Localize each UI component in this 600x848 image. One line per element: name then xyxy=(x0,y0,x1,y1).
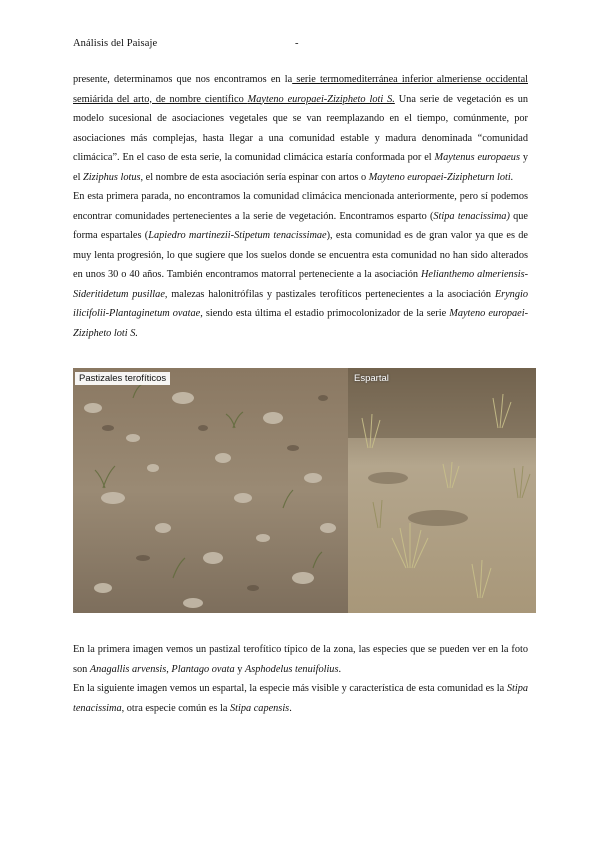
text-run: , siendo esta última el estadio primocolonizador de la serie xyxy=(200,308,450,319)
scientific-name: Lapiedro martinezii-Stipetum tenacissimae xyxy=(148,230,327,241)
photo-espartal xyxy=(348,368,536,613)
header-separator: - xyxy=(295,38,299,49)
text-run: y xyxy=(234,663,245,675)
scientific-name: Mayteno europaei-Zizipheturn loti. xyxy=(368,171,514,183)
paragraph-first-stop xyxy=(73,187,528,343)
scientific-name: Stipa tenacissima) xyxy=(433,210,510,222)
photo-rocky-ground-image xyxy=(73,368,348,613)
paragraph-first-image xyxy=(73,640,528,679)
text-run: En la primera imagen vemos un pastizal terofítico típico de la zona, las especies que se pueden ver en la foto son xyxy=(73,644,528,675)
scientific-name: Stipa capensis xyxy=(229,702,290,714)
text-run: presente, determinamos que nos encontramos en la xyxy=(73,74,293,85)
caption-espartal: Espartal xyxy=(354,373,389,384)
scientific-name: Eryngio ilicifolii-Plantaginetum ovatae xyxy=(73,288,528,319)
text-run: ), esta comunidad es de gran valor ya que es de muy lenta progresión, lo que sugiere que los suelos donde se encuentra esta comunidad no han sido alterados en unos 30 o 40 años. También encontramos matorral perteneciente a la asociación xyxy=(73,230,529,280)
scientific-name: Asphodelus tenuifolius xyxy=(244,663,339,675)
paragraph-series xyxy=(73,70,528,187)
scientific-name-series: Mayteno europaei-Ziziphetо loti S. xyxy=(247,93,395,105)
caption-pastizales: Pastizales terofíticos xyxy=(75,372,170,385)
photo-figure xyxy=(73,368,536,613)
text-run: , otra especie común es la xyxy=(121,702,230,714)
photo-pastizales xyxy=(73,368,348,613)
text-run: , el nombre de esta asociación sería espinar con artos o xyxy=(140,171,369,183)
page-header xyxy=(73,38,533,52)
scientific-name: Anagallis arvensis xyxy=(89,663,167,675)
body-text xyxy=(73,70,528,343)
scientific-name: Helianthemo almeriensis-Sideritidetum pusillae xyxy=(73,269,529,300)
scientific-name: Ziziphus lotus xyxy=(83,171,141,183)
text-run: En la siguiente imagen vemos un espartal, la especie más visible y característica de esta comunidad es la xyxy=(73,683,507,694)
scientific-name: Mayteno europaei-Zizipheto loti S. xyxy=(73,308,529,339)
photo-description-text xyxy=(73,640,528,718)
paragraph-second-image xyxy=(73,679,528,718)
text-run: En esta primera parada, no encontramos la comunidad climácica mencionada anteriormente, pero sí podemos encontrar comunidades pertenecientes a la serie de vegetación. Encontramos esparto ( xyxy=(73,191,528,222)
scientific-name: Stipa tenacissima xyxy=(73,683,528,714)
text-run: , xyxy=(166,663,172,675)
text-run: Una serie de vegetación es un modelo sucesional de asociaciones vegetales que se van reemplazando en el tiempo, comúnmente, por asociaciones más complejas, hasta llegar a una comunidad estable y madura denominada “comunidad climácica”. En el caso de esta serie, la comunidad climácica estaría conformada por el xyxy=(73,93,529,163)
text-run: y el xyxy=(73,152,528,183)
text-run: que forma espartales ( xyxy=(73,210,528,241)
scientific-name: Maytenus europaeus xyxy=(434,152,520,163)
text-run: , malezas halonitrófilas y pastizales terofíticos pertenecientes a la asociación xyxy=(164,288,495,300)
scientific-name: Plantago ovata xyxy=(171,663,235,675)
photo-grassland-image xyxy=(348,368,536,613)
header-title: Análisis del Paisaje xyxy=(73,38,158,49)
underlined-series-name: serie termomediterránea inferior almeriense occidental semiárida del arto, de nombre científico xyxy=(73,74,528,105)
text-run: . xyxy=(289,702,292,714)
text-run: . xyxy=(338,663,342,675)
